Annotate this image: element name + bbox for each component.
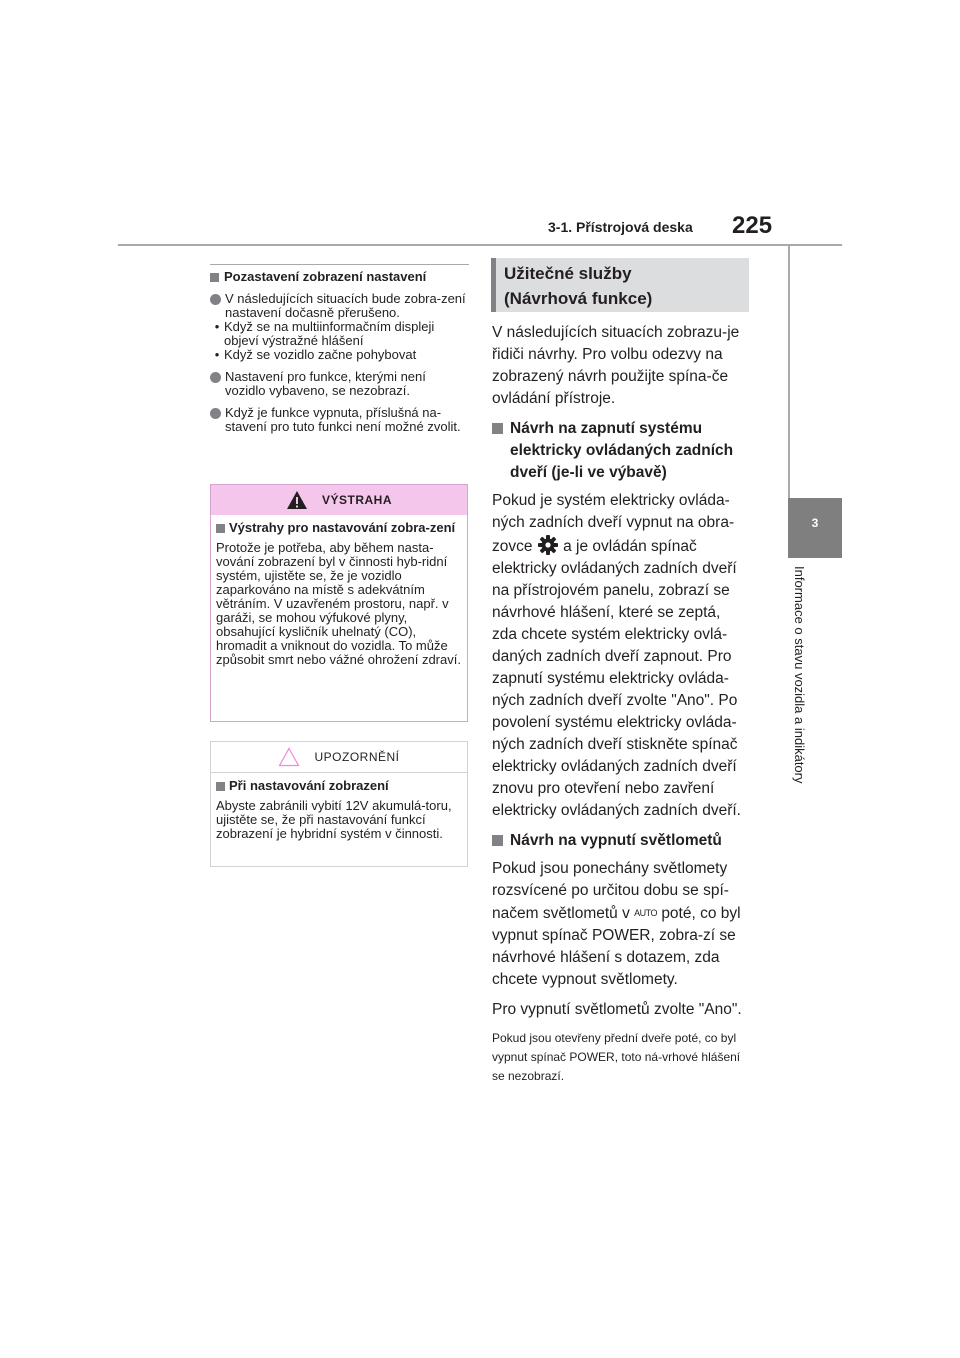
warning-header: VÝSTRAHA xyxy=(211,485,467,515)
bullet-item: Nastavení pro funkce, kterými není vozidlo vybaveno, se nezobrazí. xyxy=(210,370,469,398)
chapter-number: 3 xyxy=(811,516,819,530)
caution-triangle-icon xyxy=(278,747,300,767)
right-column xyxy=(492,322,748,1094)
page-number: 225 xyxy=(732,212,773,239)
note-paragraph: Pokud jsou otevřeny přední dveře poté, co byl vypnut spínač POWER, toto ná-vrhové hlášení se nezobrazí. xyxy=(492,1031,741,1083)
sub-item: • Když se vozidlo začne pohybovat xyxy=(214,347,417,362)
square-bullet-icon xyxy=(492,835,503,846)
chapter-label: Informace o stavu vozidla a indikátory xyxy=(792,566,807,784)
square-bullet-icon xyxy=(216,782,225,791)
caution-text: Abyste zabránili vybití 12V akumulá-toru, ujistěte se, že při nastavování funkcí zobrazení je hybridní systém v činnosti. xyxy=(216,798,452,841)
bullet-item: Když je funkce vypnuta, příslušná na-stavení pro tuto funkci není možné zvolit. xyxy=(210,406,469,434)
warning-box xyxy=(210,484,468,722)
intro-paragraph: V následujících situacích zobrazu-je řidiči návrhy. Pro volbu odezvy na zobrazený návrh použijte spína-če ovládání přístroje. xyxy=(492,324,740,407)
square-bullet-icon xyxy=(492,423,503,434)
section-heading: Užitečné služby (Návrhová funkce) xyxy=(491,258,749,312)
chapter-tab xyxy=(788,498,842,558)
caution-header: UPOZORNĚNÍ xyxy=(211,742,467,773)
square-bullet-icon xyxy=(210,273,219,282)
warning-triangle-icon xyxy=(286,490,308,510)
auto-symbol: AUTO xyxy=(634,908,657,918)
warning-title: Výstrahy pro nastavování zobra-zení xyxy=(216,521,462,535)
caution-box xyxy=(210,741,468,867)
sub-item: • Když se na multiinformačním displeji objeví výstražné hlášení xyxy=(214,319,435,348)
paragraph: Pokud jsou ponechány světlomety rozsvícené po určitou dobu se spí-načem světlometů v AUTO poté, co byl vypnut spínač POWER, zobra-zí se návrhové hlášení s dotazem, zda chcete vypnout světlomety. xyxy=(492,860,741,988)
round-bullet-icon xyxy=(210,294,221,305)
subsection-title: Návrh na zapnutí systému elektricky ovládaných zadních dveří (je-li ve výbavě) xyxy=(492,418,748,484)
caution-title: Při nastavování zobrazení xyxy=(216,779,462,793)
subsection-title: Pozastavení zobrazení nastavení xyxy=(210,264,469,284)
square-bullet-icon xyxy=(216,524,225,533)
side-tab-rule xyxy=(788,244,842,500)
warning-text: Protože je potřeba, aby během nasta-vování zobrazení byl v činnosti hyb-ridní systém, ujistěte se, že je vozidlo zaparkováno na místě s adekvátním větráním. V uzavřeném prostoru, např. v garáži, se mohou výfukové plyny, obsahující kysličník uhelnatý (CO), hromadit a vniknout do vozidla. To může způsobit smrt nebo vážné ohrožení zdraví. xyxy=(216,540,461,667)
paragraph: Pro vypnutí světlometů zvolte "Ano". xyxy=(492,1001,742,1018)
paragraph: Pokud je systém elektricky ovláda-ných zadních dveří vypnut na obra-zovce a je ovládán spínač elektricky ovládaných zadních dveří na přístrojovém panelu, zobrazí se návrhové hlášení, které se zeptá, zda chcete systém elektricky ovlá-daných zadních dveří zapnout. Pro zapnutí systému elektricky ovláda-ných zadních dveří zvolte "Ano". Po povolení systému elektricky ovláda-ných zadních dveří stiskněte spínač elektricky ovládaných zadních dveří znovu pro otevření nebo zavření elektricky ovládaných zadních dveří. xyxy=(492,492,741,819)
subsection-title: Návrh na vypnutí světlometů xyxy=(492,830,748,852)
bullet-item: V následujících situacích bude zobra-zení nastavení dočasně přerušeno. xyxy=(210,292,469,320)
round-bullet-icon xyxy=(210,408,221,419)
header-rule xyxy=(118,244,842,246)
gear-icon xyxy=(537,534,559,556)
left-column xyxy=(210,264,469,434)
round-bullet-icon xyxy=(210,372,221,383)
section-title: 3-1. Přístrojová deska xyxy=(548,219,693,235)
